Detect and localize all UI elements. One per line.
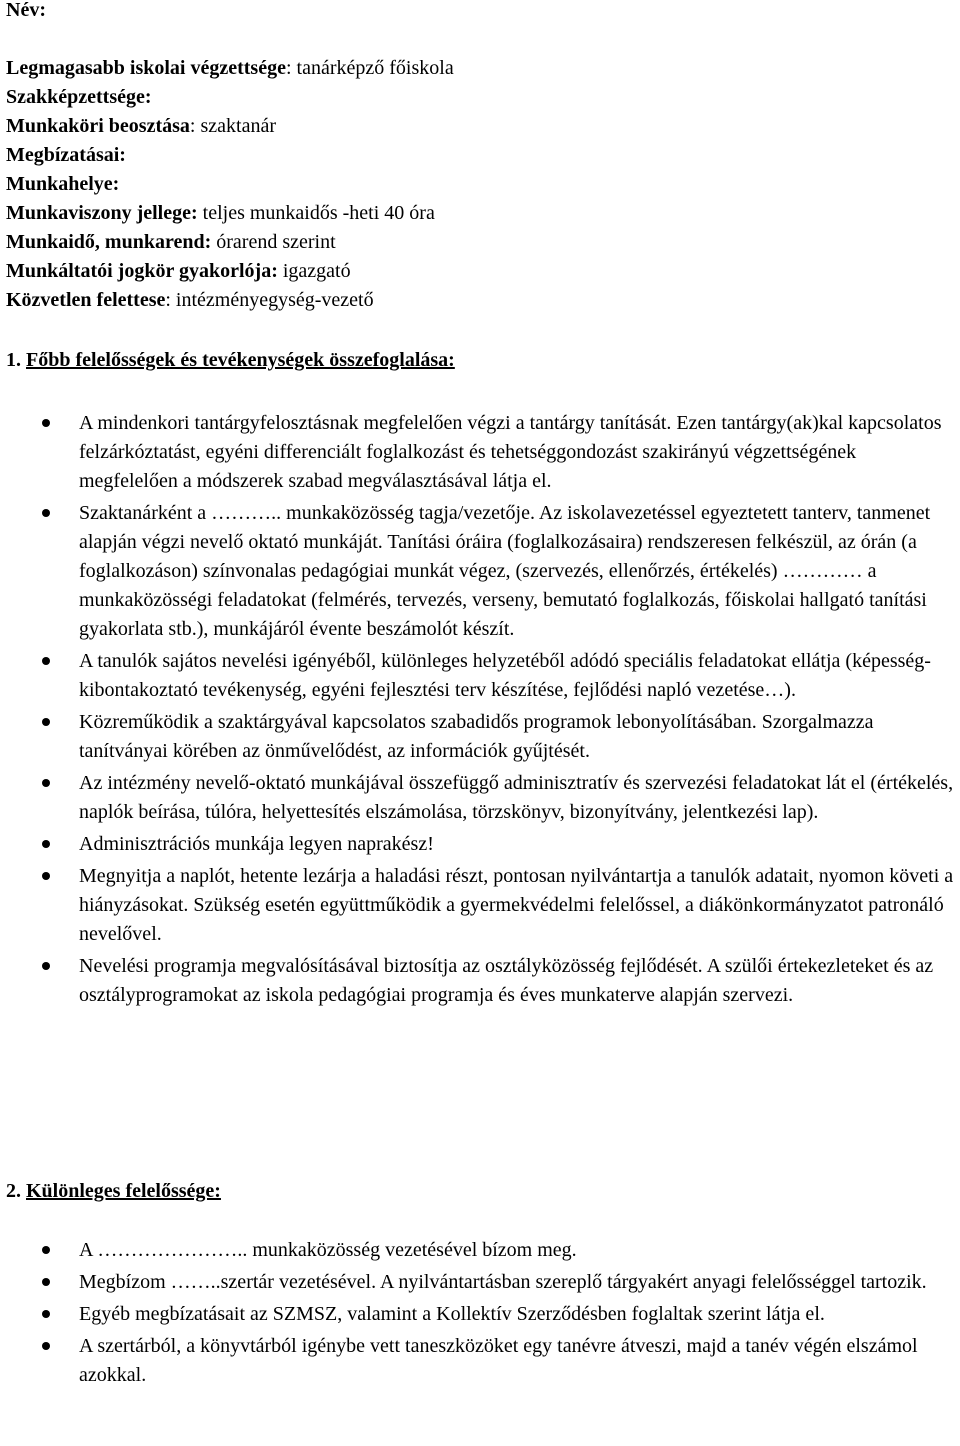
list-item: Nevelési programja megvalósításával biztosítja az osztályközösség fejlődését. A szülői értekezleteket és az osztályprogramokat az iskola pedagógiai programja és éves munkaterve alapján szervezi. bbox=[0, 952, 954, 1010]
field-workplace bbox=[6, 170, 946, 199]
list-item: Adminisztrációs munkája legyen naprakész! bbox=[0, 830, 954, 859]
field-label: Munkáltatói jogkör gyakorlója: bbox=[6, 260, 278, 282]
bullet-icon bbox=[42, 1246, 50, 1254]
field-value: tanárképző főiskola bbox=[296, 57, 454, 79]
list-item: A ………………….. munkaközösség vezetésével bízom meg. bbox=[0, 1236, 954, 1265]
section-1-heading: 1. Főbb felelősségek és tevékenységek összefoglalása: bbox=[6, 349, 455, 371]
field-value: intézményegység-vezető bbox=[175, 289, 374, 311]
field-assignments bbox=[6, 141, 946, 170]
field-label: Munkaidő, munkarend: bbox=[6, 231, 212, 253]
field-qualification bbox=[6, 83, 946, 112]
list-item: Szaktanárként a ……….. munkaközösség tagja/vezetője. Az iskolavezetéssel egyeztetett tanterv, tanmenet alapján végzi nevelő oktató munkáját. Tanítási óráira (foglalkozásaira) rendszeresen felkészül, az órán (a foglalkozáson) színvonalas pedagógiai munkát végez, (szervezés, ellenőrzés, értékelés) ………… a munkaközösségi feladatokat (felmérés, tervezés, verseny, bemutató foglalkozás, főiskolai hallgató tanítási gyakorlata stb.), munkájáról évente beszámolót készít. bbox=[0, 499, 954, 644]
field-label: Megbízatásai: bbox=[6, 144, 126, 166]
field-employment-type bbox=[6, 199, 946, 228]
list-item: A tanulók sajátos nevelési igényéből, különleges helyzetéből adódó speciális feladatokat ellátja (képesség-kibontakoztató tevékenység, egyéni fejlesztési terv készítése, fejlődési napló vezetése…). bbox=[0, 647, 954, 705]
field-working-hours bbox=[6, 228, 946, 257]
bullet-icon bbox=[42, 962, 50, 970]
employee-fields bbox=[6, 54, 946, 315]
bullet-icon bbox=[42, 779, 50, 787]
bullet-icon bbox=[42, 1278, 50, 1286]
list-item: Az intézmény nevelő-oktató munkájával összefüggő adminisztratív és szervezési feladatokat lát el (értékelés, naplók beírása, túlóra, helyettesítés elszámolása, törzskönyv, bizonyítvány, jelentkezési lap). bbox=[0, 769, 954, 827]
bullet-icon bbox=[42, 840, 50, 848]
section-2-heading: 2. Különleges felelőssége: bbox=[6, 1180, 221, 1202]
field-education: Legmagasabb iskolai végzettsége: tanárképző főiskola bbox=[6, 57, 454, 79]
field-label: Munkaköri beosztása bbox=[6, 115, 190, 137]
field-employer-authority bbox=[6, 257, 946, 286]
section-2-title: Különleges felelőssége: bbox=[26, 1180, 221, 1202]
section-1-title: Főbb felelősségek és tevékenységek összefoglalása: bbox=[26, 349, 455, 371]
bullet-icon bbox=[42, 657, 50, 665]
field-value: órarend szerint bbox=[216, 231, 336, 253]
field-label: Legmagasabb iskolai végzettsége bbox=[6, 57, 286, 79]
field-value: szaktanár bbox=[200, 115, 276, 137]
bullet-icon bbox=[42, 419, 50, 427]
bullet-icon bbox=[42, 872, 50, 880]
list-item: A szertárból, a könyvtárból igénybe vett taneszközöket egy tanévre átveszi, majd a tanév végén elszámol azokkal. bbox=[0, 1332, 954, 1390]
list-item: Megbízom ……..szertár vezetésével. A nyilvántartásban szereplő tárgyakért anyagi felelősséggel tartozik. bbox=[0, 1268, 954, 1297]
field-position: Munkaköri beosztása: szaktanár bbox=[6, 115, 276, 137]
section-1-list bbox=[0, 409, 954, 1013]
list-item: Közreműködik a szaktárgyával kapcsolatos szabadidős programok lebonyolításában. Szorgalmazza tanítványai körében az önművelődést, az információk gyűjtését. bbox=[0, 708, 954, 766]
bullet-icon bbox=[42, 1310, 50, 1318]
bullet-icon bbox=[42, 718, 50, 726]
field-supervisor: Közvetlen felettese: intézményegység-vezető bbox=[6, 289, 374, 311]
section-2-list bbox=[0, 1236, 954, 1393]
field-label: Munkaviszony jellege: bbox=[6, 202, 198, 224]
field-value: igazgató bbox=[282, 260, 351, 282]
list-item: Egyéb megbízatásait az SZMSZ, valamint a Kollektív Szerződésben foglaltak szerint látja el. bbox=[0, 1300, 954, 1329]
field-value: teljes munkaidős -heti 40 óra bbox=[202, 202, 435, 224]
field-label: Szakképzettsége: bbox=[6, 86, 152, 108]
field-label: Közvetlen felettese bbox=[6, 289, 166, 311]
bullet-icon bbox=[42, 509, 50, 517]
list-item: A mindenkori tantárgyfelosztásnak megfelelően végzi a tantárgy tanítását. Ezen tantárgy(ak)kal kapcsolatos felzárkóztatást, egyéni differenciált foglalkozást és tehetséggondozást szakirányú végzettségének megfelelően a módszerek szabad megválasztásával látja el. bbox=[0, 409, 954, 496]
bullet-icon bbox=[42, 1342, 50, 1350]
list-item: Megnyitja a naplót, hetente lezárja a haladási részt, pontosan nyilvántartja a tanulók adatait, nyomon követi a hiányzásokat. Szükség esetén együttműködik a gyermekvédelmi felelőssel, a diákönkormányzatot patronáló nevelővel. bbox=[0, 862, 954, 949]
field-label: Munkahelye: bbox=[6, 173, 120, 195]
name-label: Név: bbox=[6, 0, 46, 21]
